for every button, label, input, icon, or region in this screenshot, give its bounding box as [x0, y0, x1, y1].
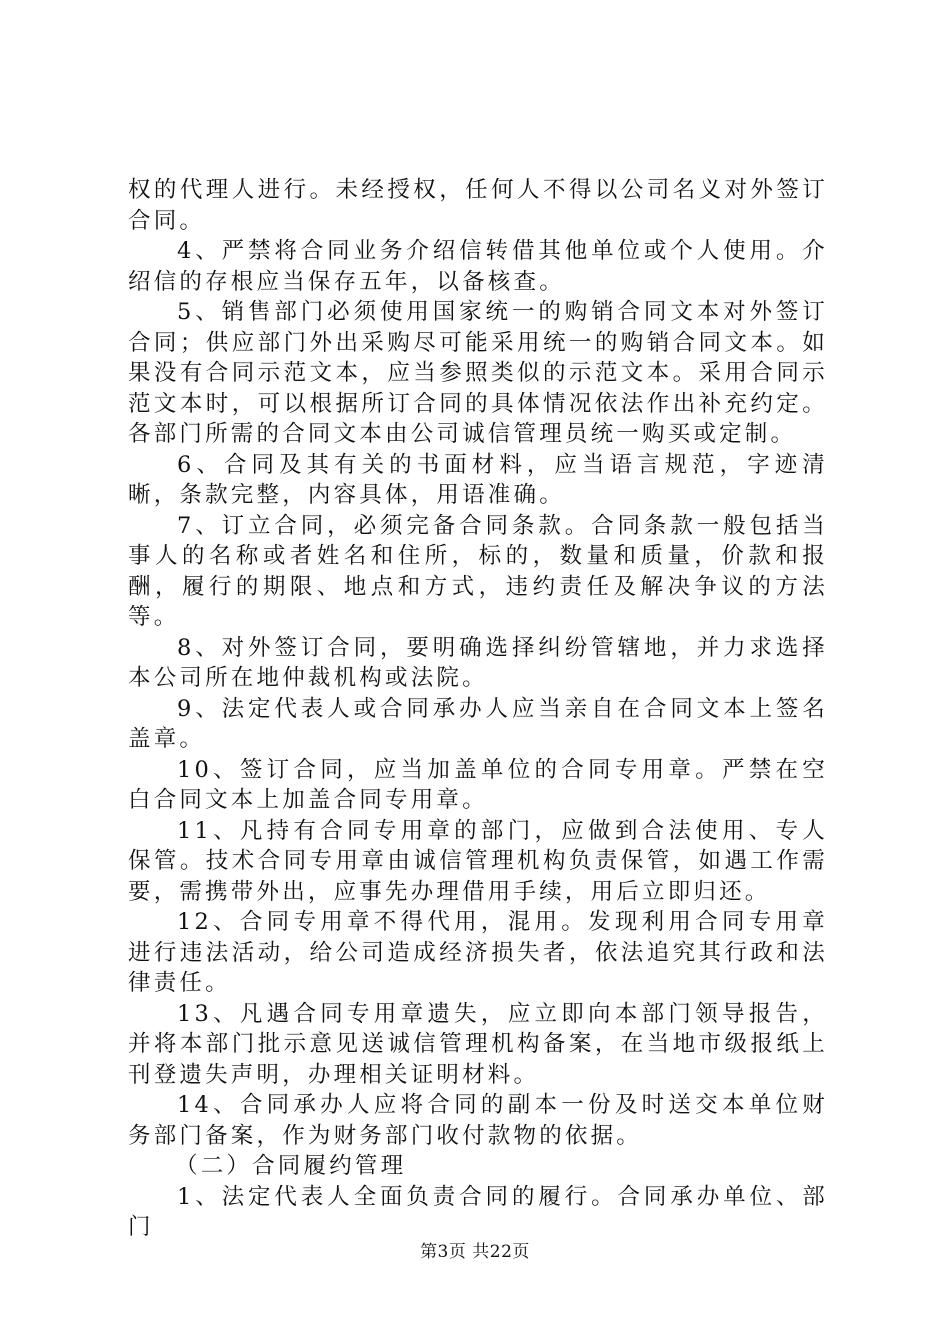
paragraph-item-9: 9、法定代表人或合同承办人应当亲自在合同文本上签名盖章。	[128, 695, 828, 752]
paragraph-item-7: 7、订立合同，必须完备合同条款。合同条款一般包括当事人的名称或者姓名和住所，标的，数量和质量，价款和报酬，履行的期限、地点和方式，违约责任及解决争议的方法等。	[128, 512, 828, 630]
paragraph-item-6: 6、合同及其有关的书面材料，应当语言规范，字迹清晰，条款完整，内容具体，用语准确。	[128, 451, 828, 508]
document-body	[128, 175, 828, 1243]
paragraph-continuation: 权的代理人进行。未经授权，任何人不得以公司名义对外签订合同。	[128, 177, 828, 234]
paragraph-item-8: 8、对外签订合同，要明确选择纠纷管辖地，并力求选择本公司所在地仲裁机构或法院。	[128, 634, 828, 691]
paragraph-item-13: 13、凡遇合同专用章遗失，应立即向本部门领导报告，并将本部门批示意见送诚信管理机构备案，在当地市级报纸上刊登遗失声明，办理相关证明材料。	[128, 1000, 828, 1088]
paragraph-item-14: 14、合同承办人应将合同的副本一份及时送交本单位财务部门备案，作为财务部门收付款物的依据。	[128, 1092, 828, 1149]
page-number: 第3页 共22页	[420, 1242, 530, 1262]
paragraph-item-12: 12、合同专用章不得代用，混用。发现利用合同专用章进行违法活动，给公司造成经济损失者，依法追究其行政和法律责任。	[128, 909, 828, 996]
section-subheading: （二）合同履约管理	[175, 1153, 407, 1179]
paragraph-item-4: 4、严禁将合同业务介绍信转借其他单位或个人使用。介绍信的存根应当保存五年，以备核查。	[128, 238, 828, 295]
paragraph-item-10: 10、签订合同，应当加盖单位的合同专用章。严禁在空白合同文本上加盖合同专用章。	[128, 756, 828, 813]
paragraph-item-5: 5、销售部门必须使用国家统一的购销合同文本对外签订合同；供应部门外出采购尽可能采用统一的购销合同文本。如果没有合同示范文本，应当参照类似的示范文本。采用合同示范文本时，可以根据所订合同的具体情况依法作出补充约定。各部门所需的合同文本由公司诚信管理员统一购买或定制。	[128, 299, 828, 447]
paragraph-item-11: 11、凡持有合同专用章的部门，应做到合法使用、专人保管。技术合同专用章由诚信管理机构负责保管，如遇工作需要，需携带外出，应事先办理借用手续，用后立即归还。	[128, 817, 828, 905]
page-footer	[0, 1241, 950, 1263]
paragraph-performance-1: 1、法定代表人全面负责合同的履行。合同承办单位、部门	[128, 1183, 828, 1240]
